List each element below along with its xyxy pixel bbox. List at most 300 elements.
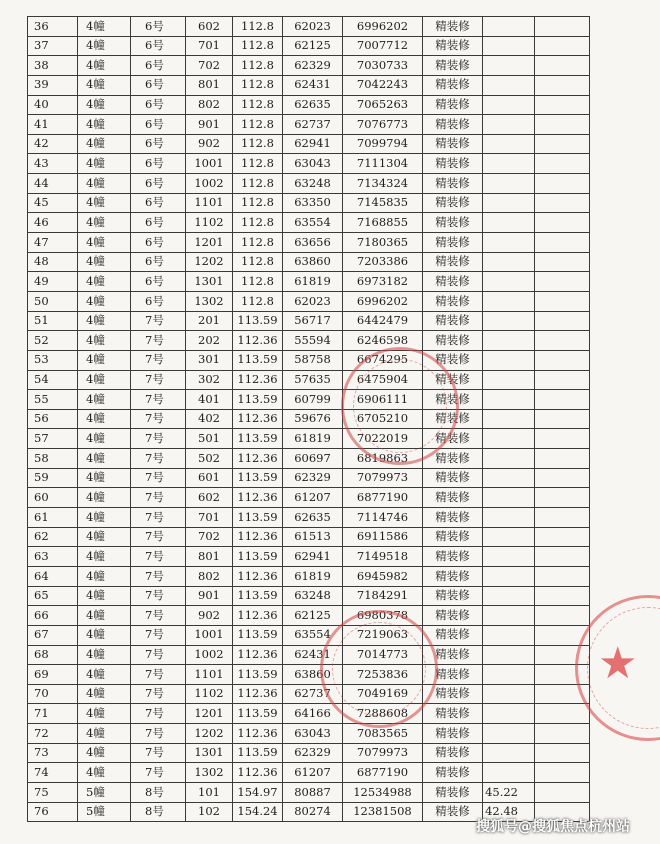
building-cell: 5幢 — [78, 802, 131, 822]
empty-cell — [535, 724, 590, 744]
table-row — [28, 134, 590, 154]
empty-cell — [535, 429, 590, 449]
empty-cell — [535, 606, 590, 626]
empty-cell — [535, 508, 590, 528]
room-number-cell: 701 — [186, 508, 233, 528]
row-number-cell: 64 — [28, 566, 78, 586]
note-cell: 42.48 — [483, 802, 535, 822]
unit-cell: 6号 — [131, 154, 186, 174]
table-row — [28, 684, 590, 704]
building-cell: 4幢 — [78, 606, 131, 626]
room-number-cell: 1102 — [186, 213, 233, 233]
note-cell — [483, 684, 535, 704]
row-number-cell: 43 — [28, 154, 78, 174]
area-cell: 112.8 — [233, 17, 283, 37]
unit-price-cell: 62431 — [283, 645, 343, 665]
area-cell: 112.36 — [233, 527, 283, 547]
room-number-cell: 1202 — [186, 724, 233, 744]
decoration-cell: 精装修 — [423, 193, 483, 213]
note-cell — [483, 429, 535, 449]
building-cell: 4幢 — [78, 625, 131, 645]
decoration-cell: 精装修 — [423, 252, 483, 272]
building-cell: 4幢 — [78, 252, 131, 272]
unit-price-cell: 61513 — [283, 527, 343, 547]
total-price-cell: 6945982 — [343, 566, 423, 586]
table-row — [28, 233, 590, 253]
empty-cell — [535, 17, 590, 37]
unit-cell: 7号 — [131, 665, 186, 685]
empty-cell — [535, 449, 590, 469]
area-cell: 112.36 — [233, 370, 283, 390]
table-row — [28, 645, 590, 665]
total-price-cell: 7134324 — [343, 174, 423, 194]
table-row — [28, 566, 590, 586]
unit-cell: 6号 — [131, 272, 186, 292]
unit-cell: 7号 — [131, 625, 186, 645]
unit-cell: 8号 — [131, 802, 186, 822]
unit-price-cell: 60799 — [283, 390, 343, 410]
row-number-cell: 42 — [28, 134, 78, 154]
note-cell — [483, 547, 535, 567]
decoration-cell: 精装修 — [423, 488, 483, 508]
empty-cell — [535, 213, 590, 233]
note-cell — [483, 95, 535, 115]
unit-price-cell: 56717 — [283, 311, 343, 331]
row-number-cell: 61 — [28, 508, 78, 528]
table-row — [28, 252, 590, 272]
total-price-cell: 6911586 — [343, 527, 423, 547]
decoration-cell: 精装修 — [423, 213, 483, 233]
empty-cell — [535, 311, 590, 331]
unit-cell: 6号 — [131, 36, 186, 56]
area-cell: 112.8 — [233, 213, 283, 233]
note-cell — [483, 508, 535, 528]
room-number-cell: 1102 — [186, 684, 233, 704]
area-cell: 113.59 — [233, 429, 283, 449]
room-number-cell: 401 — [186, 390, 233, 410]
unit-cell: 7号 — [131, 606, 186, 626]
total-price-cell: 7203386 — [343, 252, 423, 272]
note-cell — [483, 174, 535, 194]
decoration-cell: 精装修 — [423, 350, 483, 370]
table-row — [28, 36, 590, 56]
building-cell: 4幢 — [78, 665, 131, 685]
building-cell: 4幢 — [78, 586, 131, 606]
unit-price-cell: 62941 — [283, 547, 343, 567]
note-cell — [483, 488, 535, 508]
decoration-cell: 精装修 — [423, 56, 483, 76]
area-cell: 112.8 — [233, 291, 283, 311]
empty-cell — [535, 193, 590, 213]
decoration-cell: 精装修 — [423, 115, 483, 135]
building-cell: 4幢 — [78, 468, 131, 488]
room-number-cell: 201 — [186, 311, 233, 331]
area-cell: 112.8 — [233, 174, 283, 194]
row-number-cell: 50 — [28, 291, 78, 311]
unit-cell: 6号 — [131, 115, 186, 135]
total-price-cell: 6906111 — [343, 390, 423, 410]
area-cell: 154.24 — [233, 802, 283, 822]
note-cell — [483, 645, 535, 665]
area-cell: 112.8 — [233, 75, 283, 95]
unit-price-cell: 57635 — [283, 370, 343, 390]
decoration-cell: 精装修 — [423, 154, 483, 174]
empty-cell — [535, 527, 590, 547]
total-price-cell: 7114746 — [343, 508, 423, 528]
empty-cell — [535, 370, 590, 390]
room-number-cell: 801 — [186, 547, 233, 567]
row-number-cell: 70 — [28, 684, 78, 704]
building-cell: 4幢 — [78, 763, 131, 783]
unit-cell: 6号 — [131, 193, 186, 213]
total-price-cell: 7083565 — [343, 724, 423, 744]
total-price-cell: 7076773 — [343, 115, 423, 135]
area-cell: 112.8 — [233, 95, 283, 115]
building-cell: 4幢 — [78, 743, 131, 763]
building-cell: 4幢 — [78, 75, 131, 95]
total-price-cell: 12381508 — [343, 802, 423, 822]
row-number-cell: 41 — [28, 115, 78, 135]
room-number-cell: 1001 — [186, 625, 233, 645]
room-number-cell: 901 — [186, 586, 233, 606]
room-number-cell: 701 — [186, 36, 233, 56]
unit-cell: 7号 — [131, 645, 186, 665]
table-row — [28, 625, 590, 645]
room-number-cell: 102 — [186, 802, 233, 822]
decoration-cell: 精装修 — [423, 684, 483, 704]
empty-cell — [535, 233, 590, 253]
decoration-cell: 精装修 — [423, 704, 483, 724]
table-row — [28, 782, 590, 802]
unit-cell: 6号 — [131, 134, 186, 154]
empty-cell — [535, 154, 590, 174]
row-number-cell: 63 — [28, 547, 78, 567]
unit-price-cell: 80274 — [283, 802, 343, 822]
price-table — [27, 16, 590, 822]
decoration-cell: 精装修 — [423, 36, 483, 56]
decoration-cell: 精装修 — [423, 743, 483, 763]
room-number-cell: 101 — [186, 782, 233, 802]
row-number-cell: 66 — [28, 606, 78, 626]
building-cell: 4幢 — [78, 213, 131, 233]
note-cell — [483, 724, 535, 744]
unit-cell: 6号 — [131, 95, 186, 115]
table-row — [28, 193, 590, 213]
note-cell — [483, 743, 535, 763]
note-cell — [483, 468, 535, 488]
note-cell — [483, 17, 535, 37]
area-cell: 113.59 — [233, 625, 283, 645]
building-cell: 4幢 — [78, 488, 131, 508]
building-cell: 4幢 — [78, 154, 131, 174]
unit-price-cell: 63248 — [283, 174, 343, 194]
building-cell: 4幢 — [78, 449, 131, 469]
empty-cell — [535, 75, 590, 95]
total-price-cell: 7079973 — [343, 743, 423, 763]
row-number-cell: 59 — [28, 468, 78, 488]
area-cell: 113.59 — [233, 468, 283, 488]
building-cell: 4幢 — [78, 684, 131, 704]
empty-cell — [535, 704, 590, 724]
building-cell: 4幢 — [78, 527, 131, 547]
row-number-cell: 47 — [28, 233, 78, 253]
note-cell — [483, 704, 535, 724]
total-price-cell: 6705210 — [343, 409, 423, 429]
row-number-cell: 60 — [28, 488, 78, 508]
note-cell: 45.22 — [483, 782, 535, 802]
building-cell: 4幢 — [78, 311, 131, 331]
note-cell — [483, 311, 535, 331]
room-number-cell: 802 — [186, 95, 233, 115]
area-cell: 113.59 — [233, 586, 283, 606]
empty-cell — [535, 350, 590, 370]
table-row — [28, 606, 590, 626]
room-number-cell: 1302 — [186, 763, 233, 783]
decoration-cell: 精装修 — [423, 331, 483, 351]
unit-price-cell: 55594 — [283, 331, 343, 351]
decoration-cell: 精装修 — [423, 665, 483, 685]
note-cell — [483, 272, 535, 292]
note-cell — [483, 291, 535, 311]
decoration-cell: 精装修 — [423, 566, 483, 586]
row-number-cell: 65 — [28, 586, 78, 606]
unit-cell: 6号 — [131, 233, 186, 253]
empty-cell — [535, 468, 590, 488]
total-price-cell: 6973182 — [343, 272, 423, 292]
area-cell: 112.36 — [233, 449, 283, 469]
note-cell — [483, 36, 535, 56]
unit-price-cell: 63656 — [283, 233, 343, 253]
decoration-cell: 精装修 — [423, 134, 483, 154]
note-cell — [483, 606, 535, 626]
table-row — [28, 56, 590, 76]
table-row — [28, 370, 590, 390]
empty-cell — [535, 174, 590, 194]
empty-cell — [535, 331, 590, 351]
area-cell: 112.8 — [233, 154, 283, 174]
row-number-cell: 73 — [28, 743, 78, 763]
decoration-cell: 精装修 — [423, 606, 483, 626]
total-price-cell: 7079973 — [343, 468, 423, 488]
row-number-cell: 72 — [28, 724, 78, 744]
table-row — [28, 724, 590, 744]
unit-price-cell: 62023 — [283, 291, 343, 311]
total-price-cell: 6475904 — [343, 370, 423, 390]
room-number-cell: 301 — [186, 350, 233, 370]
note-cell — [483, 193, 535, 213]
unit-price-cell: 63554 — [283, 625, 343, 645]
unit-cell: 7号 — [131, 704, 186, 724]
empty-cell — [535, 586, 590, 606]
unit-price-cell: 61207 — [283, 763, 343, 783]
room-number-cell: 1101 — [186, 665, 233, 685]
empty-cell — [535, 272, 590, 292]
note-cell — [483, 390, 535, 410]
total-price-cell: 7007712 — [343, 36, 423, 56]
area-cell: 112.36 — [233, 409, 283, 429]
decoration-cell: 精装修 — [423, 272, 483, 292]
decoration-cell: 精装修 — [423, 390, 483, 410]
empty-cell — [535, 547, 590, 567]
room-number-cell: 402 — [186, 409, 233, 429]
note-cell — [483, 527, 535, 547]
unit-cell: 7号 — [131, 311, 186, 331]
room-number-cell: 202 — [186, 331, 233, 351]
decoration-cell: 精装修 — [423, 625, 483, 645]
row-number-cell: 68 — [28, 645, 78, 665]
unit-cell: 6号 — [131, 174, 186, 194]
table-row — [28, 488, 590, 508]
total-price-cell: 7022019 — [343, 429, 423, 449]
note-cell — [483, 586, 535, 606]
table-row — [28, 115, 590, 135]
area-cell: 112.8 — [233, 56, 283, 76]
table-row — [28, 390, 590, 410]
unit-price-cell: 62635 — [283, 95, 343, 115]
room-number-cell: 1302 — [186, 291, 233, 311]
empty-cell — [535, 566, 590, 586]
table-row — [28, 508, 590, 528]
table-row — [28, 291, 590, 311]
decoration-cell: 精装修 — [423, 802, 483, 822]
area-cell: 112.8 — [233, 134, 283, 154]
unit-price-cell: 62125 — [283, 606, 343, 626]
unit-price-cell: 63554 — [283, 213, 343, 233]
total-price-cell: 7149518 — [343, 547, 423, 567]
building-cell: 4幢 — [78, 291, 131, 311]
unit-cell: 7号 — [131, 763, 186, 783]
note-cell — [483, 75, 535, 95]
empty-cell — [535, 95, 590, 115]
room-number-cell: 702 — [186, 527, 233, 547]
row-number-cell: 38 — [28, 56, 78, 76]
empty-cell — [535, 36, 590, 56]
unit-cell: 6号 — [131, 291, 186, 311]
note-cell — [483, 252, 535, 272]
area-cell: 113.59 — [233, 704, 283, 724]
decoration-cell: 精装修 — [423, 586, 483, 606]
unit-price-cell: 63043 — [283, 724, 343, 744]
total-price-cell: 7184291 — [343, 586, 423, 606]
area-cell: 112.36 — [233, 724, 283, 744]
unit-price-cell: 58758 — [283, 350, 343, 370]
empty-cell — [535, 684, 590, 704]
unit-cell: 7号 — [131, 566, 186, 586]
room-number-cell: 1202 — [186, 252, 233, 272]
total-price-cell: 6877190 — [343, 763, 423, 783]
building-cell: 4幢 — [78, 115, 131, 135]
room-number-cell: 501 — [186, 429, 233, 449]
total-price-cell: 6246598 — [343, 331, 423, 351]
total-price-cell: 12534988 — [343, 782, 423, 802]
unit-cell: 6号 — [131, 252, 186, 272]
building-cell: 4幢 — [78, 508, 131, 528]
row-number-cell: 62 — [28, 527, 78, 547]
total-price-cell: 6442479 — [343, 311, 423, 331]
total-price-cell: 7219063 — [343, 625, 423, 645]
room-number-cell: 302 — [186, 370, 233, 390]
room-number-cell: 1201 — [186, 704, 233, 724]
empty-cell — [535, 291, 590, 311]
table-row — [28, 174, 590, 194]
empty-cell — [535, 625, 590, 645]
table-row — [28, 586, 590, 606]
unit-cell: 7号 — [131, 586, 186, 606]
unit-price-cell: 60697 — [283, 449, 343, 469]
row-number-cell: 69 — [28, 665, 78, 685]
building-cell: 4幢 — [78, 704, 131, 724]
note-cell — [483, 350, 535, 370]
building-cell: 5幢 — [78, 782, 131, 802]
row-number-cell: 76 — [28, 802, 78, 822]
total-price-cell: 7042243 — [343, 75, 423, 95]
total-price-cell: 7168855 — [343, 213, 423, 233]
unit-cell: 7号 — [131, 743, 186, 763]
unit-cell: 7号 — [131, 547, 186, 567]
row-number-cell: 44 — [28, 174, 78, 194]
unit-price-cell: 63043 — [283, 154, 343, 174]
table-row — [28, 704, 590, 724]
unit-price-cell: 61819 — [283, 272, 343, 292]
table-row — [28, 429, 590, 449]
table-row — [28, 665, 590, 685]
decoration-cell: 精装修 — [423, 763, 483, 783]
building-cell: 4幢 — [78, 547, 131, 567]
row-number-cell: 40 — [28, 95, 78, 115]
row-number-cell: 67 — [28, 625, 78, 645]
table-row — [28, 527, 590, 547]
total-price-cell: 6877190 — [343, 488, 423, 508]
decoration-cell: 精装修 — [423, 311, 483, 331]
row-number-cell: 57 — [28, 429, 78, 449]
building-cell: 4幢 — [78, 56, 131, 76]
empty-cell — [535, 665, 590, 685]
area-cell: 113.59 — [233, 665, 283, 685]
building-cell: 4幢 — [78, 429, 131, 449]
table-row — [28, 350, 590, 370]
total-price-cell: 6996202 — [343, 291, 423, 311]
decoration-cell: 精装修 — [423, 527, 483, 547]
note-cell — [483, 233, 535, 253]
note-cell — [483, 134, 535, 154]
unit-cell: 7号 — [131, 350, 186, 370]
watermark-text: 搜狐号@搜狐焦点杭州站 — [476, 819, 630, 835]
total-price-cell: 7014773 — [343, 645, 423, 665]
note-cell — [483, 763, 535, 783]
seal-star-icon: ★ — [598, 638, 638, 689]
room-number-cell: 801 — [186, 75, 233, 95]
area-cell: 112.8 — [233, 36, 283, 56]
building-cell: 4幢 — [78, 36, 131, 56]
total-price-cell: 7065263 — [343, 95, 423, 115]
area-cell: 112.36 — [233, 763, 283, 783]
note-cell — [483, 56, 535, 76]
unit-cell: 7号 — [131, 468, 186, 488]
table-row — [28, 331, 590, 351]
table-row — [28, 17, 590, 37]
room-number-cell: 902 — [186, 606, 233, 626]
unit-price-cell: 63248 — [283, 586, 343, 606]
row-number-cell: 53 — [28, 350, 78, 370]
table-row — [28, 547, 590, 567]
total-price-cell: 7099794 — [343, 134, 423, 154]
unit-price-cell: 62329 — [283, 56, 343, 76]
row-number-cell: 74 — [28, 763, 78, 783]
row-number-cell: 75 — [28, 782, 78, 802]
unit-price-cell: 61207 — [283, 488, 343, 508]
total-price-cell: 6996202 — [343, 17, 423, 37]
row-number-cell: 46 — [28, 213, 78, 233]
